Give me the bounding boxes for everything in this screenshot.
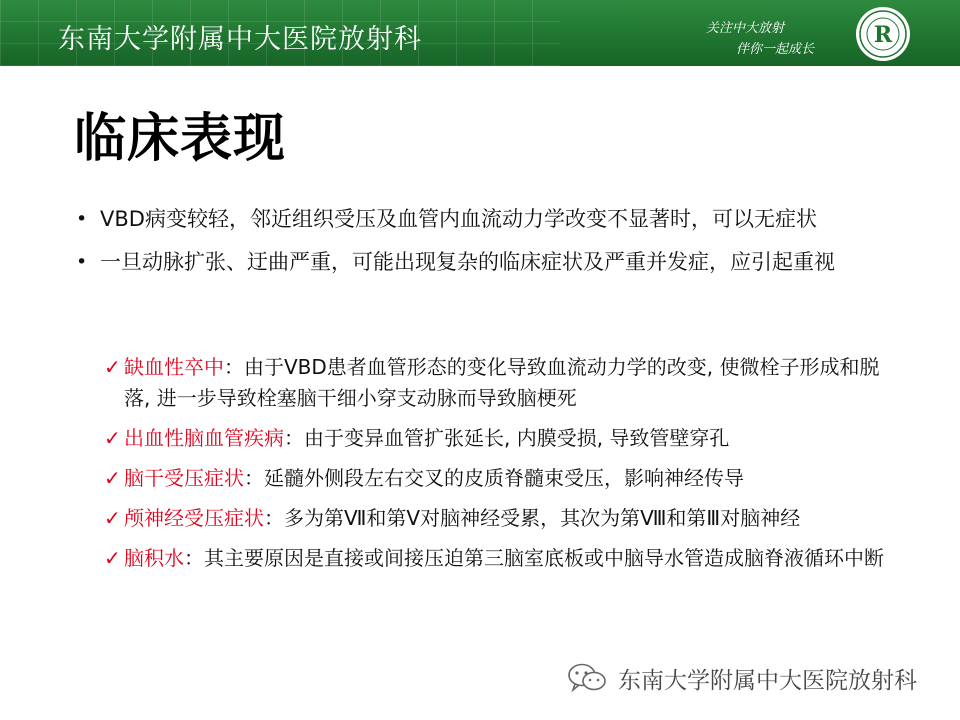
bullet-item bbox=[74, 204, 894, 235]
footer-watermark bbox=[566, 660, 946, 694]
checkmark-icon: ✓ bbox=[104, 466, 121, 490]
sub-item-text: ：多为第Ⅶ和第Ⅴ对脑神经受累，其次为第Ⅷ和第Ⅲ对脑神经 bbox=[264, 506, 801, 530]
sub-item-brainstem bbox=[104, 463, 904, 494]
slogan-line-2: 伴你一起成长 bbox=[736, 42, 815, 57]
bullet-list bbox=[74, 204, 894, 290]
bullet-text: 一旦动脉扩张、迂曲严重，可能出现复杂的临床症状及严重并发症，应引起重视 bbox=[100, 250, 835, 274]
sub-item-keyword: 脑积水 bbox=[124, 546, 184, 570]
checkmark-icon: ✓ bbox=[104, 426, 121, 450]
sub-item-keyword: 颅神经受压症状 bbox=[124, 506, 264, 530]
checkmark-icon: ✓ bbox=[104, 355, 121, 379]
header-title: 东南大学附属中大医院放射科 bbox=[58, 24, 422, 55]
bullet-marker: • bbox=[76, 208, 88, 230]
sub-item-keyword: 缺血性卒中 bbox=[124, 355, 224, 379]
watermark-text: 东南大学附属中大医院放射科 bbox=[618, 668, 917, 694]
logo-letter: R bbox=[873, 22, 893, 48]
sub-item-cranial-nerve bbox=[104, 503, 904, 534]
wechat-icon bbox=[566, 662, 608, 694]
sub-item-keyword: 脑干受压症状 bbox=[124, 466, 244, 490]
sub-item-hydrocephalus bbox=[104, 543, 904, 574]
slide-title: 临床表现 bbox=[74, 109, 287, 169]
sub-item-text: ：由于VBD患者血管形态的变化导致血流动力学的改变, 使微栓子形成和脱落, 进一步导致栓塞脑干细小穿支动脉而导致脑梗死 bbox=[124, 355, 880, 410]
slogan-line-1: 关注中大放射 bbox=[706, 21, 785, 36]
header-banner bbox=[0, 0, 960, 66]
checkmark-icon: ✓ bbox=[104, 506, 121, 530]
bullet-marker: • bbox=[76, 251, 88, 273]
hospital-logo-icon bbox=[855, 6, 911, 62]
checkmark-icon: ✓ bbox=[104, 546, 121, 570]
sub-item-text: ：延髓外侧段左右交叉的皮质脊髓束受压，影响神经传导 bbox=[244, 466, 744, 490]
bullet-item bbox=[74, 247, 894, 278]
sub-item-hemorrhagic bbox=[104, 423, 904, 454]
sub-item-text: ：由于变异血管扩张延长, 内膜受损, 导致管壁穿孔 bbox=[284, 426, 730, 450]
sub-item-ischemic-stroke bbox=[104, 352, 904, 414]
sub-item-text: ：其主要原因是直接或间接压迫第三脑室底板或中脑导水管造成脑脊液循环中断 bbox=[184, 546, 884, 570]
sub-item-list bbox=[104, 352, 904, 583]
sub-item-keyword: 出血性脑血管疾病 bbox=[124, 426, 284, 450]
bullet-text: VBD病变较轻，邻近组织受压及血管内血流动力学改变不显著时，可以无症状 bbox=[100, 207, 817, 231]
